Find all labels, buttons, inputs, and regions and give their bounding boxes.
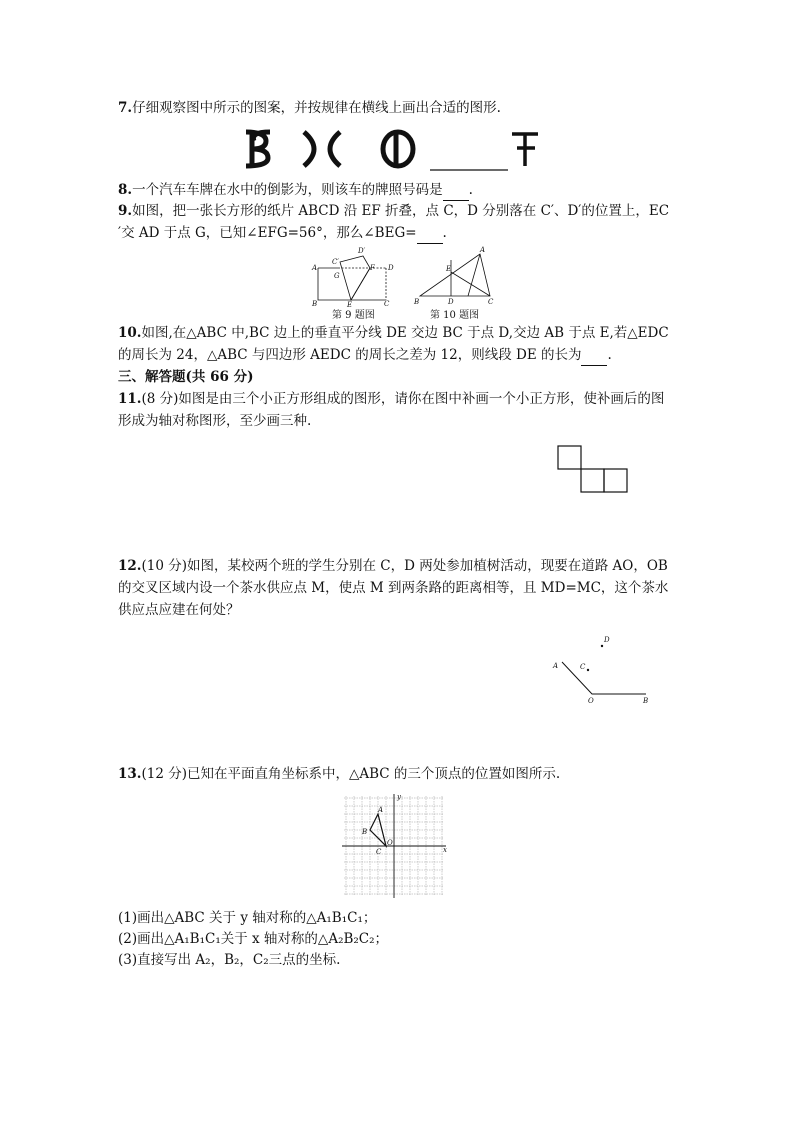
fig9-label-c: C xyxy=(384,300,390,308)
fig9-label-c-prime: C′ xyxy=(332,258,339,266)
roads-ao-ob xyxy=(562,662,646,694)
fig9-fig10-svg xyxy=(308,244,508,324)
pattern-figures xyxy=(240,126,540,172)
q7-pattern xyxy=(240,126,540,172)
fig10-label-e: E xyxy=(446,265,452,273)
fig10-label-b: B xyxy=(414,298,420,306)
fig9-label-a: A xyxy=(312,264,318,272)
q11-line1: 11.(8 分)如图是由三个小正方形组成的图形，请你在图中补画一个小正方形，使补画后的图 xyxy=(118,391,665,407)
fig9-label-g: G xyxy=(334,272,340,280)
fig10-label-d: D xyxy=(448,298,454,306)
fig10-label-c: C xyxy=(488,298,494,306)
pattern-shape-5 xyxy=(512,134,538,166)
label-x: x xyxy=(443,846,447,854)
fig9-diagram xyxy=(318,256,386,300)
answer-blank[interactable] xyxy=(581,345,607,366)
label-y: y xyxy=(397,793,401,801)
fig10-label-a: A xyxy=(480,246,486,254)
roads-svg xyxy=(550,628,650,704)
fig10-caption: 第 10 题图 xyxy=(430,310,480,321)
answer-blank[interactable] xyxy=(443,180,469,201)
square-top-left xyxy=(558,446,581,469)
q12-line3: 供应点应建在何处？ xyxy=(118,602,240,618)
label-o: O xyxy=(387,839,393,847)
label-c: C xyxy=(376,848,382,856)
pattern-shape-1 xyxy=(246,132,270,166)
q13-text: 13.(12 分)已知在平面直角坐标系中，△ABC 的三个顶点的位置如图所示. xyxy=(118,766,561,782)
q12-line1: 12.(10 分)如图，某校两个班的学生分别在 C，D 两处参加植树活动，现要在道路 AO，OB xyxy=(118,558,668,574)
q10-line1: 10.如图,在△ABC 中,BC 边上的垂直平分线 DE 交边 BC 于点 D,交边 AB 于点 E,若△EDC xyxy=(118,325,669,341)
q13-grid-figure xyxy=(340,792,450,900)
q12-figure xyxy=(550,628,650,704)
q7-text: 7.仔细观察图中所示的图案，并按规律在横线上画出合适的图形. xyxy=(118,100,501,116)
coordinate-grid-svg xyxy=(340,792,450,900)
q13-part3: (3)直接写出 A₂，B₂，C₂三点的坐标. xyxy=(118,952,341,968)
pattern-shape-2 xyxy=(304,132,340,166)
fig9-label-d: D xyxy=(388,264,394,272)
label-o: O xyxy=(588,697,594,704)
q13-part1: (1)画出△ABC 关于 y 轴对称的△A₁B₁C₁； xyxy=(118,910,377,926)
fig9-label-b: B xyxy=(312,300,318,308)
fig9-label-e: E xyxy=(347,301,353,309)
point-d xyxy=(601,645,603,647)
q9-line2: ′交 AD 于点 G，已知∠EFG=56°，那么∠BEG= . xyxy=(118,223,447,244)
q12-line2: 的交叉区域内设一个茶水供应点 M，使点 M 到两条路的距离相等，且 MD=MC，这个茶水 xyxy=(118,580,669,596)
label-c: C xyxy=(580,663,586,671)
label-b: B xyxy=(362,828,368,836)
fig10-labels xyxy=(413,246,494,306)
label-b: B xyxy=(643,697,649,704)
label-a: A xyxy=(553,662,559,670)
q8-text: 8.一个汽车车牌在水中的倒影为，则该车的牌照号码是 . xyxy=(118,180,473,201)
fig9-label-f: F xyxy=(370,264,375,272)
q10-line2: 的周长为 24，△ABC 与四边形 AEDC 的周长之差为 12，则线段 DE 的长为 . xyxy=(118,345,612,366)
q11-line2: 形成为轴对称图形，至少画三种. xyxy=(118,413,312,429)
square-bottom-middle xyxy=(581,469,604,492)
answer-blank[interactable] xyxy=(417,223,443,244)
q13-part2: (2)画出△A₁B₁C₁关于 x 轴对称的△A₂B₂C₂； xyxy=(118,931,389,947)
label-d: D xyxy=(604,636,610,644)
q11-squares-figure xyxy=(556,444,630,494)
squares-svg xyxy=(556,444,630,494)
point-c xyxy=(587,669,589,671)
fig9-caption: 第 9 题图 xyxy=(332,310,375,321)
figures-9-10 xyxy=(308,244,508,324)
fig10-diagram xyxy=(420,254,490,296)
square-bottom-right xyxy=(604,469,627,492)
q9-line1: 9.如图，把一张长方形的纸片 ABCD 沿 EF 折叠，点 C，D 分别落在 C′、D′的位置上，EC xyxy=(118,203,670,219)
section-heading: 三、解答题(共 66 分) xyxy=(118,369,254,385)
label-a: A xyxy=(378,806,384,814)
fig9-label-d-prime: D′ xyxy=(358,247,366,255)
pattern-shape-3 xyxy=(383,130,413,168)
